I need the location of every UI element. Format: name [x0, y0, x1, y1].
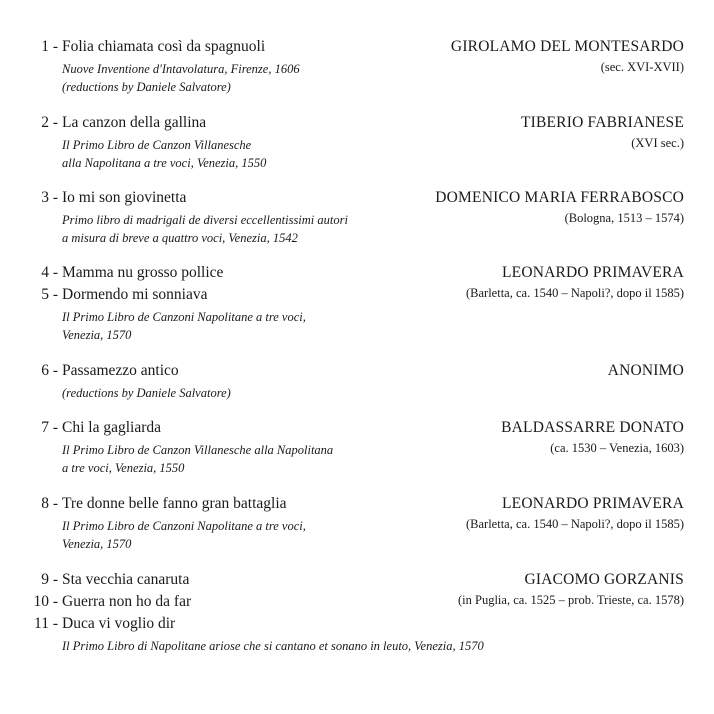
track-title: Mamma nu grosso pollice [62, 264, 224, 281]
composer-name: GIROLAMO DEL MONTESARDO [450, 38, 684, 55]
track-number: 6 - [41, 362, 58, 379]
track-line [0, 38, 714, 60]
source-line: Il Primo Libro de Canzon Villanesche [62, 138, 252, 152]
composer-name: TIBERIO FABRIANESE [520, 114, 684, 131]
track-number: 4 - [41, 264, 58, 281]
source-line: a misura di breve a quattro voci, Venezia, 1542 [62, 231, 298, 245]
track-number: 7 - [41, 419, 58, 436]
track-title: Io mi son giovinetta [62, 189, 187, 206]
composer-dates: (Bologna, 1513 – 1574) [564, 211, 684, 225]
track-title: Passamezzo antico [62, 362, 179, 379]
track-line [0, 264, 714, 286]
track-group [0, 38, 714, 96]
composer-dates: (Barletta, ca. 1540 – Napoli?, dopo il 1585) [466, 286, 684, 300]
composer-name: ANONIMO [607, 362, 684, 379]
composer-name: LEONARDO PRIMAVERA [501, 264, 684, 281]
track-title: Dormendo mi sonniava [62, 286, 208, 303]
track-group [0, 114, 714, 172]
track-group [0, 571, 714, 655]
track-number: 2 - [41, 114, 58, 131]
composer-dates: (in Puglia, ca. 1525 – prob. Trieste, ca. 1578) [457, 593, 684, 607]
track-number: 10 - [33, 593, 58, 610]
track-title: Folia chiamata così da spagnuoli [62, 38, 266, 55]
track-line [0, 419, 714, 441]
track-line [0, 593, 714, 615]
track-number: 3 - [41, 189, 58, 206]
track-number: 1 - [41, 38, 58, 55]
track-line [0, 362, 714, 384]
source-line: (reductions by Daniele Salvatore) [62, 386, 231, 400]
composer-dates: (XVI sec.) [631, 136, 684, 150]
source-line: a tre voci, Venezia, 1550 [62, 461, 185, 475]
track-number: 8 - [41, 495, 58, 512]
source-line: (reductions by Daniele Salvatore) [62, 80, 231, 94]
track-line [0, 495, 714, 517]
composer-name: DOMENICO MARIA FERRABOSCO [435, 189, 684, 206]
track-number: 11 - [34, 615, 58, 632]
source-line: Il Primo Libro di Napolitane ariose che si cantano et sonano in leuto, Venezia, 1570 [62, 639, 484, 653]
track-line [0, 615, 714, 637]
track-number: 9 - [41, 571, 58, 588]
source-line: Il Primo Libro de Canzoni Napolitane a tre voci, [62, 310, 306, 324]
track-group [0, 264, 714, 344]
source-line: alla Napolitana a tre voci, Venezia, 1550 [62, 156, 267, 170]
track-group [0, 362, 714, 402]
source-line: Nuove Inventione d'Intavolatura, Firenze, 1606 [62, 62, 300, 76]
composer-name: GIACOMO GORZANIS [524, 571, 684, 588]
track-group [0, 189, 714, 247]
track-title: Tre donne belle fanno gran battaglia [62, 495, 287, 512]
track-title: La canzon della gallina [62, 114, 207, 131]
composer-dates: (ca. 1530 – Venezia, 1603) [550, 441, 684, 455]
composer-name: LEONARDO PRIMAVERA [501, 495, 684, 512]
track-title: Sta vecchia canaruta [62, 571, 190, 588]
track-number: 5 - [41, 286, 58, 303]
track-title: Duca vi voglio dir [62, 615, 176, 632]
track-title: Guerra non ho da far [62, 593, 192, 610]
track-group [0, 419, 714, 477]
composer-name: BALDASSARRE DONATO [501, 419, 684, 436]
source-line: Il Primo Libro de Canzoni Napolitane a tre voci, [62, 519, 306, 533]
source-line: Primo libro di madrigali de diversi eccellentissimi autori [62, 213, 348, 227]
composer-dates: (sec. XVI-XVII) [600, 60, 684, 74]
source-line: Venezia, 1570 [62, 537, 132, 551]
track-title: Chi la gagliarda [62, 419, 161, 436]
source-line: Venezia, 1570 [62, 328, 132, 342]
track-line [0, 189, 714, 211]
composer-dates: (Barletta, ca. 1540 – Napoli?, dopo il 1585) [466, 517, 684, 531]
source-line: Il Primo Libro de Canzon Villanesche alla Napolitana [62, 443, 334, 457]
track-line [0, 286, 714, 308]
track-line [0, 571, 714, 593]
track-group [0, 495, 714, 553]
track-line [0, 114, 714, 136]
